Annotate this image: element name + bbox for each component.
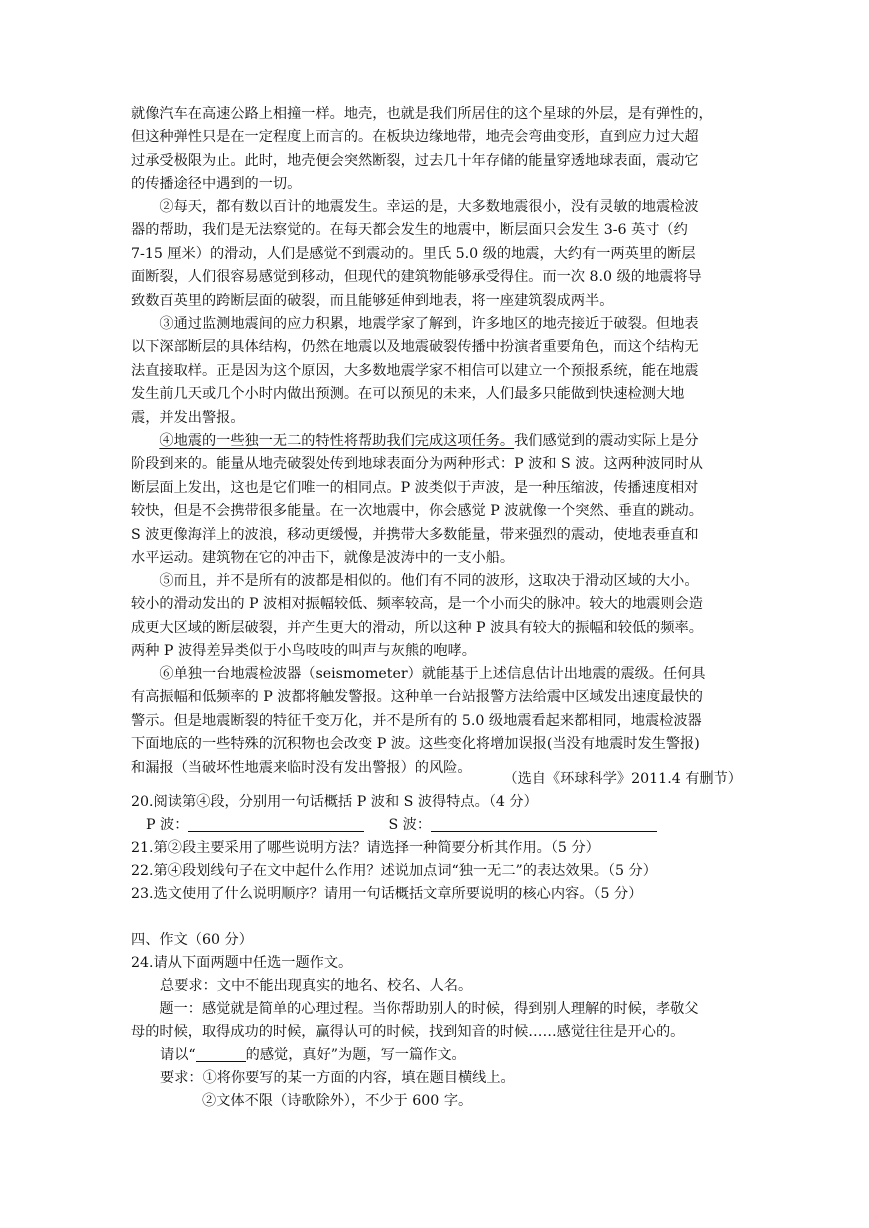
question-22: 22.第④段划线句子在文中起什么作用？述说加点词“独一无二”的表达效果。（5 分） xyxy=(131,863,657,879)
requirement-2: ②文体不限（诗歌除外），不少于 600 字。 xyxy=(202,1093,473,1109)
topic-1 xyxy=(131,998,741,1045)
text-line: 就像汽车在高速公路上相撞一样。地壳，也就是我们所居住的这个星球的外层，是有弹性的， xyxy=(131,106,713,122)
text-line: 震，并发出警报。 xyxy=(131,409,245,426)
paragraph-6 xyxy=(131,663,741,780)
text-line: 较小的滑动发出的 P 波相对振幅较低、频率较高，是一个小而尖的脉冲。较大的地震则会造 xyxy=(131,596,703,613)
underlined-sentence: ④地震的一些独一无二的特性将帮助我们完成这项任务。 xyxy=(159,433,515,449)
answer-row-20 xyxy=(146,814,657,837)
text-line: ②每天，都有数以百计的地震发生。幸运的是，大多数地震很小，没有灵敏的地震检波 xyxy=(159,199,699,215)
general-requirement: 总要求：文中不能出现真实的地名、校名、人名。 xyxy=(160,978,473,994)
paragraph-1-continuation xyxy=(131,103,741,197)
s-wave-label: S 波： xyxy=(388,817,432,833)
text-line: 题一：感觉就是简单的心理过程。当你帮助别人的时候，得到别人理解的时候，孝敬父 xyxy=(159,1001,699,1017)
text-line: 的传播途径中遇到的一切。 xyxy=(131,176,302,193)
text-span: 的感觉，真好”为题，写一篇作文。 xyxy=(245,1047,466,1063)
text-line: 但这种弹性只是在一定程度上而言的。在板块边缘地带，地壳会弯曲变形，直到应力过大超 xyxy=(131,129,699,146)
p-wave-answer-blank[interactable] xyxy=(188,815,364,832)
text-line: 器的帮助，我们是无法察觉的。在每天都会发生的地震中，断层面只会发生 3-6 英寸（约 xyxy=(131,222,688,239)
paragraph-2 xyxy=(131,196,741,313)
text-line: 断层面上发出，这也是它们唯一的相同点。P 波类似于声波，是一种压缩波，传播速度相对 xyxy=(131,479,699,496)
p-wave-label: P 波： xyxy=(146,817,189,833)
text-line: 发生前几天或几个小时内做出预测。在可以预见的未来，人们最多只能做到快速检测大地 xyxy=(131,386,685,403)
paragraph-3 xyxy=(131,313,741,430)
text-line: ⑥单独一台地震检波器（seismometer）就能基于上述信息估计出地震的震级。任何具 xyxy=(159,666,706,682)
title-blank[interactable] xyxy=(196,1045,246,1062)
text-line: 警示。但是地震断裂的特征千变万化，并不是所有的 5.0 级地震看起来都相同，地震检波器 xyxy=(131,712,702,729)
text-line: 阶段到来的。能量从地壳破裂处传到地球表面分为两种形式：P 波和 S 波。这两种波同时从 xyxy=(131,456,703,473)
question-21: 21.第②段主要采用了哪些说明方法？请选择一种简要分析其作用。（5 分） xyxy=(131,840,600,856)
text-line: 母的时候，取得成功的时候，赢得认可的时候，找到知音的时候……感觉往往是开心的。 xyxy=(131,1024,685,1041)
text-line: 法直接取样。正是因为这个原因，大多数地震学家不相信可以建立一个预报系统，能在地震 xyxy=(131,362,699,379)
text-line: 水平运动。建筑物在它的冲击下，就像是波涛中的一支小船。 xyxy=(131,550,515,567)
text-line: 以下深部断层的具体结构，仍然在地震以及地震破裂传播中扮演者重要角色，而这个结构无 xyxy=(131,339,699,356)
paragraph-5 xyxy=(131,570,741,664)
text-line: ⑤而且，并不是所有的波都是相似的。他们有不同的波形，这取决于滑动区域的大小。 xyxy=(159,573,699,589)
text-line: ③通过监测地震间的应力积累，地震学家了解到，许多地区的地壳接近于破裂。但地表 xyxy=(159,316,699,332)
s-wave-answer-blank[interactable] xyxy=(431,815,657,832)
text-line: 下面地底的一些特殊的沉积物也会改变 P 波。这些变化将增加误报(当没有地震时发生警报) xyxy=(131,736,700,753)
text-line: 面断裂，人们很容易感觉到移动，但现代的建筑物能够承受得住。而一次 8.0 级的地震将导 xyxy=(131,269,702,286)
text-line: 和漏报（当破坏性地震来临时没有发出警报）的风险。 xyxy=(131,759,472,776)
text-line: 致数百英里的跨断层面的破裂，而且能够延伸到地表，将一座建筑裂成两半。 xyxy=(131,292,614,309)
text-line: 7-15 厘米）的滑动，人们是感觉不到震动的。里氏 5.0 级的地震，大约有一两英里的断层 xyxy=(131,245,696,262)
question-24: 24.请从下面两题中任选一题作文。 xyxy=(131,955,353,971)
text-span: 请以“ xyxy=(160,1047,196,1063)
section-heading-essay: 四、作文（60 分） xyxy=(131,932,253,948)
text-line: 较快，但是不会携带很多能量。在一次地震中，你会感觉 P 波就像一个突然、垂直的跳动。 xyxy=(131,503,703,520)
essay-title-prompt xyxy=(160,1044,466,1067)
question-23: 23.选文使用了什么说明顺序？请用一句话概括文章所要说明的核心内容。（5 分） xyxy=(131,886,643,902)
text-line: S 波更像海洋上的波浪，移动更缓慢，并携带大多数能量，带来强烈的震动，使地表垂直和 xyxy=(131,526,699,543)
text-line xyxy=(131,430,741,453)
text-span: 我们感觉到的震动实际上是分 xyxy=(514,433,699,449)
requirement-1: 要求：①将你要写的某一方面的内容，填在题目横线上。 xyxy=(160,1070,515,1086)
question-20: 20.阅读第④段，分别用一句话概括 P 波和 S 波得特点。（4 分） xyxy=(131,794,538,810)
text-line: 两种 P 波得差异类似于小鸟吱吱的叫声与灰熊的咆哮。 xyxy=(131,643,476,660)
text-line: 过承受极限为止。此时，地壳便会突然断裂，过去几十年存储的能量穿透地球表面，震动它 xyxy=(131,152,699,169)
text-line: 有高振幅和低频率的 P 波都将触发警报。这种单一台站报警方法给震中区域发出速度最快的 xyxy=(131,689,703,706)
text-line: 成更大区域的断层破裂，并产生更大的滑动，所以这种 P 波具有较大的振幅和较低的频率。 xyxy=(131,619,703,636)
source-citation: （选自《环球科学》2011.4 有删节） xyxy=(503,771,742,787)
paragraph-4 xyxy=(131,430,741,570)
